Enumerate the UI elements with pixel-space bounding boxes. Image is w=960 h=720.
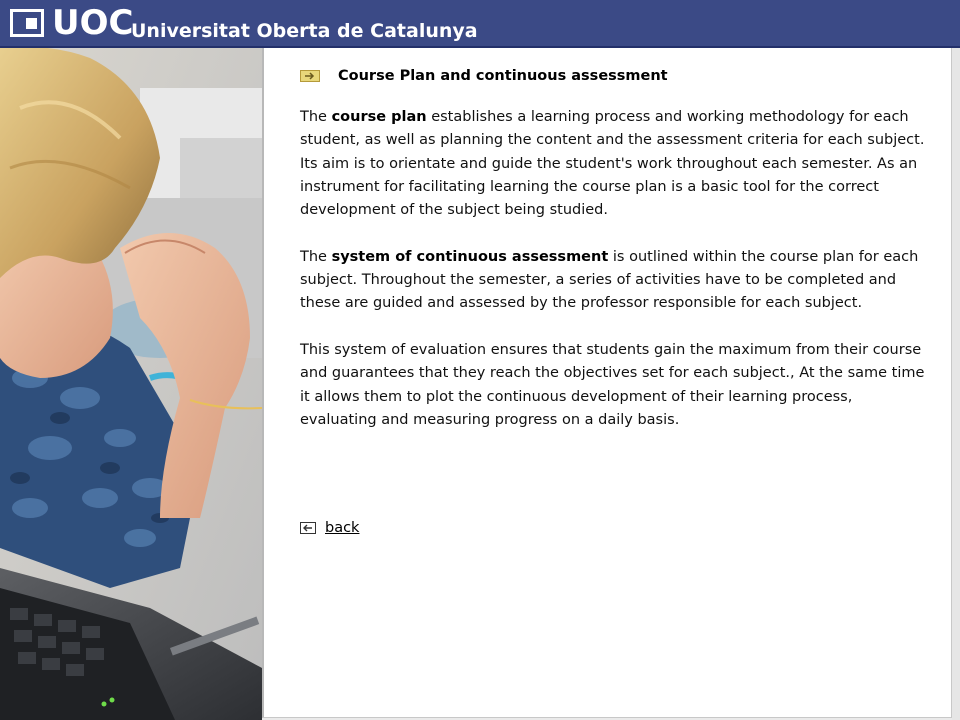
- body-text: [300, 106, 930, 455]
- uoc-logo-icon: [10, 9, 44, 37]
- paragraph-evaluation-system: This system of evaluation ensures that students gain the maximum from their course and guarantees that they reach the objectives set for each subject., At the same time it allows them to plot the continuous development of their learning process, evaluating and measuring progress on a daily basis.: [300, 341, 925, 428]
- bold-term-continuous-assessment: system of continuous assessment: [331, 248, 609, 265]
- back-arrow-icon: [300, 522, 316, 534]
- site-header: [0, 0, 960, 48]
- back-link[interactable]: back: [325, 520, 360, 536]
- arrow-right-icon: [300, 70, 320, 82]
- content-panel: [262, 48, 952, 718]
- uoc-logo-text: UOC: [52, 3, 134, 43]
- window-right-edge: [952, 48, 960, 720]
- back-link-row[interactable]: [300, 520, 359, 536]
- paragraph-course-plan: The course plan establishes a learning process and working methodology for each student, as well as planning the content and the assessment criteria for each subject. Its aim is to orientate and guide the student's work throughout each semester. As an instrument for facilitating learning the course plan is a basic tool for the correct development of the subject being studied.: [300, 109, 925, 219]
- page-title-row: [300, 66, 668, 86]
- page-title: Course Plan and continuous assessment: [338, 68, 668, 84]
- paragraph-continuous-assessment: The system of continuous assessment is outlined within the course plan for each subject. Throughout the semester, a series of activities have to be completed and these are guided and assessed by the professor responsible for each subject.: [300, 248, 919, 312]
- student-photo: [0, 48, 262, 720]
- bold-term-course-plan: course plan: [331, 109, 427, 125]
- university-name: Universitat Oberta de Catalunya: [131, 20, 478, 42]
